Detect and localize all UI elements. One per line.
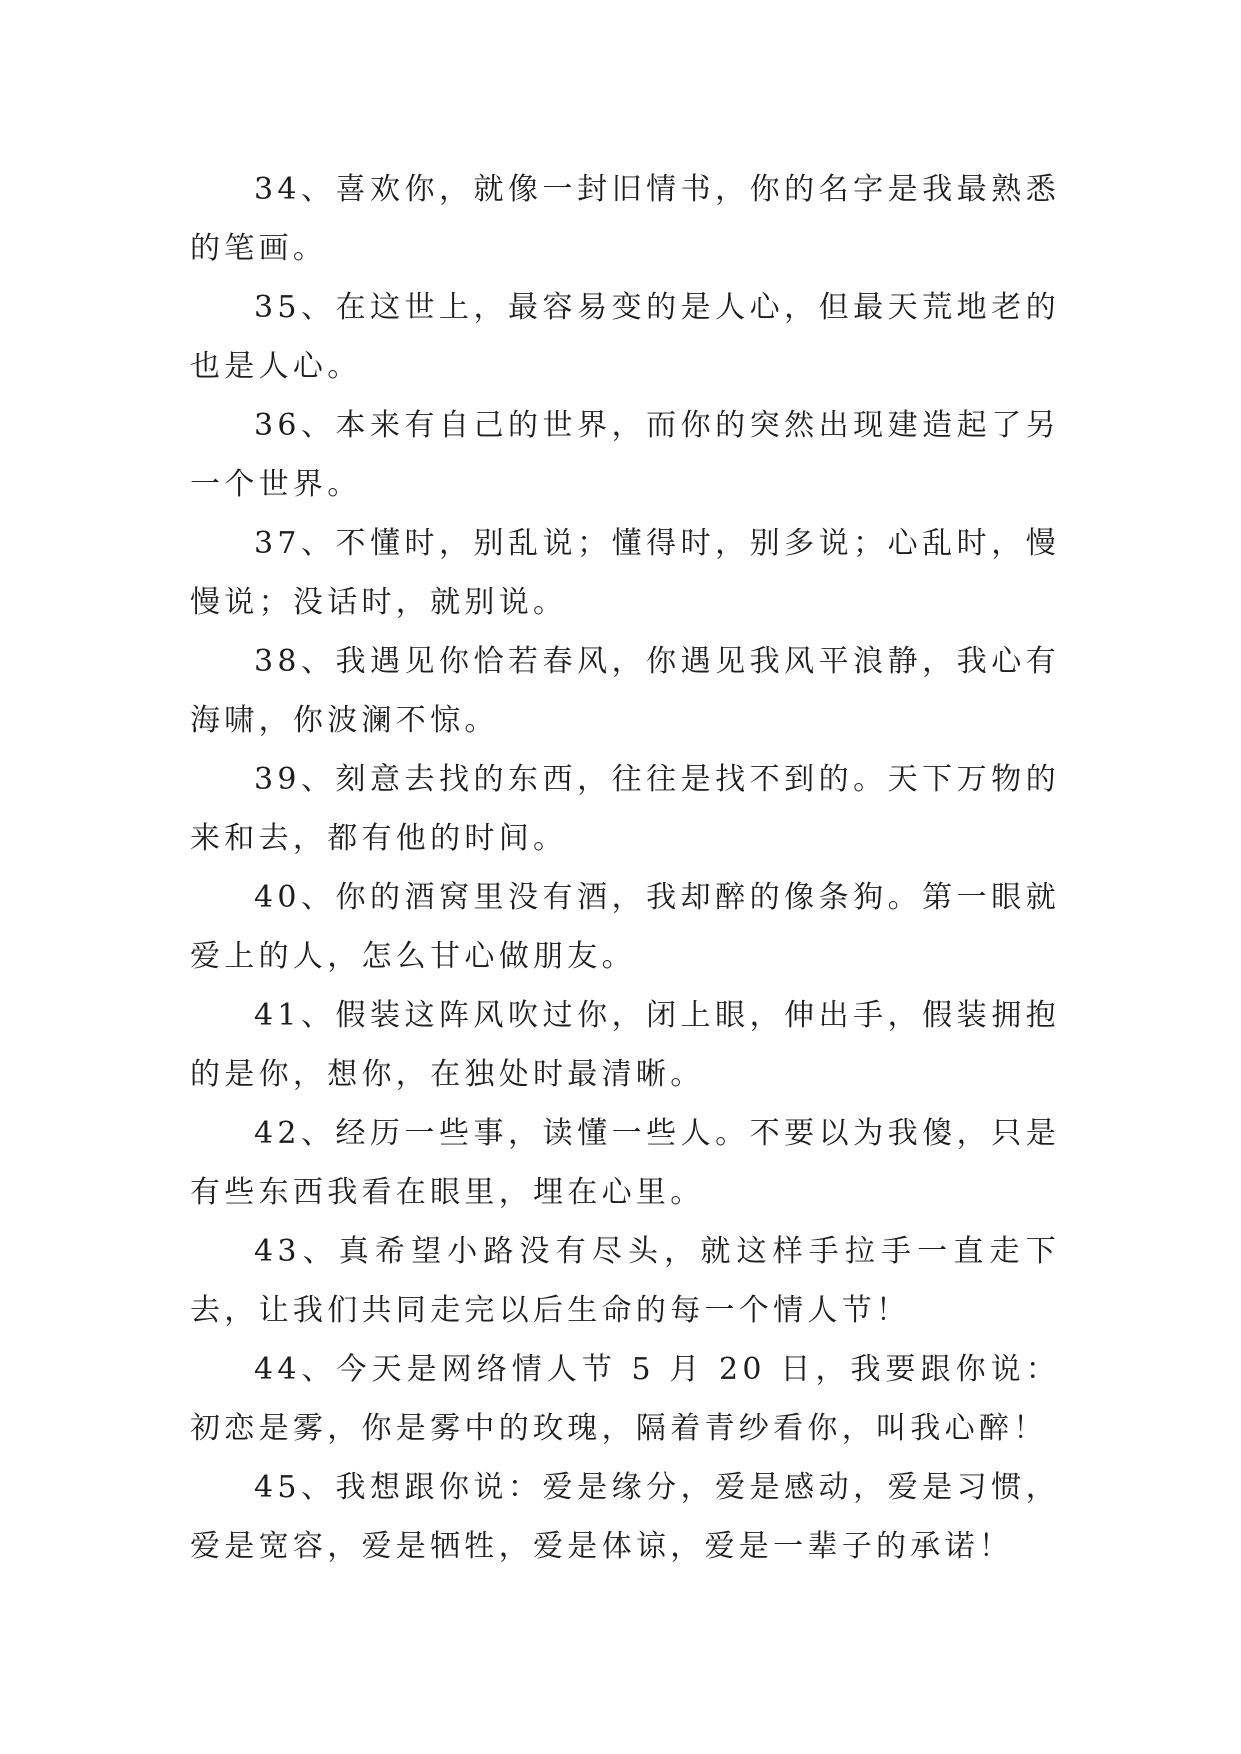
paragraph-37: 37、不懂时，别乱说；懂得时，别多说；心乱时，慢慢说；没话时，就别说。 (190, 526, 1060, 620)
paragraph-35: 35、在这世上，最容易变的是人心，但最天荒地老的也是人心。 (190, 290, 1060, 384)
paragraph-36: 36、本来有自己的世界，而你的突然出现建造起了另一个世界。 (190, 408, 1060, 502)
paragraph-45: 45、我想跟你说：爱是缘分，爱是感动，爱是习惯，爱是宽容，爱是牺牲，爱是体谅，爱是一辈子的承诺！ (190, 1470, 1060, 1564)
paragraph-40: 40、你的酒窝里没有酒，我却醉的像条狗。第一眼就爱上的人，怎么甘心做朋友。 (190, 880, 1060, 974)
paragraph-41: 41、假装这阵风吹过你，闭上眼，伸出手，假装拥抱的是你，想你，在独处时最清晰。 (190, 998, 1060, 1092)
document-body (190, 160, 1060, 1576)
paragraph-34: 34、喜欢你，就像一封旧情书，你的名字是我最熟悉的笔画。 (190, 172, 1060, 266)
paragraph-39: 39、刻意去找的东西，往往是找不到的。天下万物的来和去，都有他的时间。 (190, 762, 1060, 856)
paragraph-44: 44、今天是网络情人节 5 月 20 日，我要跟你说：初恋是雾，你是雾中的玫瑰，隔着青纱看你，叫我心醉！ (190, 1352, 1060, 1446)
paragraph-42: 42、经历一些事，读懂一些人。不要以为我傻，只是有些东西我看在眼里，埋在心里。 (190, 1116, 1060, 1210)
paragraph-38: 38、我遇见你恰若春风，你遇见我风平浪静，我心有海啸，你波澜不惊。 (190, 644, 1060, 738)
paragraph-43: 43、真希望小路没有尽头，就这样手拉手一直走下去，让我们共同走完以后生命的每一个情人节！ (190, 1234, 1060, 1328)
